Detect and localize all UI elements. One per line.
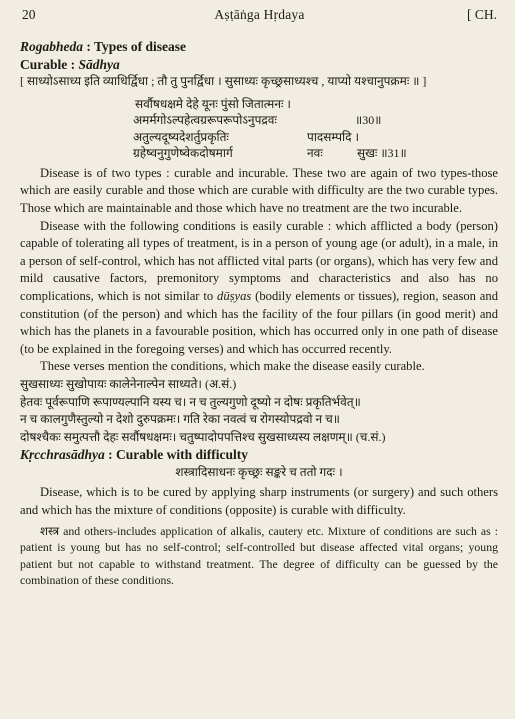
quotation-line: दोषश्चैकः समुत्पत्तौ देहः सर्वौषधक्षमः। चतुष्पादोपपत्तिश्च सुखसाध्यस्य लक्षणम्॥ (च.सं.) — [20, 429, 386, 444]
quotation-line: हेतवः पूर्वरूपाणि रूपाण्यल्पानि यस्य च। न च तुल्यगुणो दूष्यो न दोषः प्रकृतिर्भवेत्॥ — [20, 394, 361, 409]
paragraph-text: Disease with the following conditions is easily curable : which afflicted a body (person) capable of tolerating all types of treatment, is in a person of young age (or adult), in a male, in a person of self-control, which has not afflicted vital parts (or organs), which has very few and mild causative factors, premonitory symptoms and characteristics and also has no complications, which is not similar to — [20, 218, 498, 303]
paragraph-text: and others-includes application of alkalis, cautery etc. Mixture of conditions are such as : patient is young but has no self-control; self-controlled but disease affected vital organs; young patient but not capable to withstand treatment. The degree of difficulty can be guessed by the combination of these conditions. — [20, 523, 498, 588]
paragraph-easily-curable — [20, 218, 498, 359]
term-sastra: शस्त्र — [40, 523, 60, 538]
verse-line-4: ग्रहेष्वनुगुणेष्वेकदोषमार्ग — [133, 146, 233, 161]
quotation-line: न च कालगुणैस्तुल्यो न देशो दुरुपक्रमः। गति रेका नवत्वं च रोगस्योपद्रवो न च॥ — [20, 412, 340, 427]
supporting-quotations — [20, 376, 498, 446]
subheading-term: Sādhya — [78, 56, 120, 72]
paragraph-text-cont: (bodily elements or tissues), region, season and constitution (of the person) and which has the facility of the four pillars (in good merit) and which has the planets in a favourable position, which has occurred only in one path of disease (to be explained in the foregoing verses) and which has occurred recently. — [20, 288, 498, 356]
subheading-curable — [20, 56, 498, 74]
section-heading-rogabheda — [20, 38, 498, 56]
running-header — [22, 7, 497, 25]
paragraph-types: Disease is of two types : curable and incurable. These two are again of two types-those which are easily curable and those which are curable with difficulty are the two curable types. Those which are maintainable and those which have no treatment are the two incurable. — [20, 165, 498, 215]
verse-line-3-end: पादसम्पदि । — [307, 129, 360, 144]
paragraph-verses-note: These verses mention the conditions, which make the disease easily curable. — [40, 359, 425, 374]
heading-term: Rogabheda — [20, 39, 84, 54]
term-dusyas: dūṣyas — [217, 288, 252, 303]
quotation-line: सुखसाध्यः सुखोपायः कालेनेनाल्पेन साध्यते। (अ.सं.) — [20, 376, 237, 391]
page-number: 20 — [22, 7, 36, 22]
verse-line-2: अमर्मगोऽल्पहेत्वग्ररूपरूपोऽनुपद्रवः — [133, 113, 277, 128]
running-title: Aṣṭāṅga Hṛdaya — [214, 7, 305, 22]
heading-gloss: : Curable with difficulty — [104, 447, 249, 463]
bracket-quotation: [ साध्योऽसाध्य इति व्याधिर्द्विधा ; तौ तु पुनर्द्विधा । सुसाध्यः कृच्छ्रसाध्यश्च , याप्यो यश्चानुपक्रमः ॥ ] — [20, 74, 427, 89]
chapter-marker: [ CH. — [467, 7, 497, 22]
verse-line-4-mid: नवः — [307, 146, 323, 161]
paragraph-sastra — [20, 523, 498, 589]
heading-gloss: : Types of disease — [83, 39, 187, 54]
sanskrit-verse-block — [20, 96, 498, 162]
paragraph-difficult: Disease, which is to be cured by applying sharp instruments (or surgery) and such others and which has the mixture of conditions (opposite) is curable with difficulty. — [20, 485, 498, 518]
section-heading-krcchrasadhya — [20, 446, 498, 464]
verse-line-1: सर्वौषधक्षमे देहे यूनः पुंसो जितात्मनः । — [135, 96, 291, 111]
verse-line-3: अतुल्यदूष्यदेशर्तुप्रकृतिः — [133, 129, 229, 144]
subheading-gloss: Curable : — [20, 56, 79, 72]
heading-term: Kṛcchrasādhya — [20, 447, 105, 463]
verse-krcchra: शस्त्रादिसाधनः कृच्छ्रः सङ्करे च ततो गदः । — [175, 464, 343, 479]
verse-number-30: ॥30॥ — [355, 113, 382, 128]
verse-number-31: सुखः ॥31॥ — [357, 146, 407, 161]
page-body — [20, 38, 498, 589]
